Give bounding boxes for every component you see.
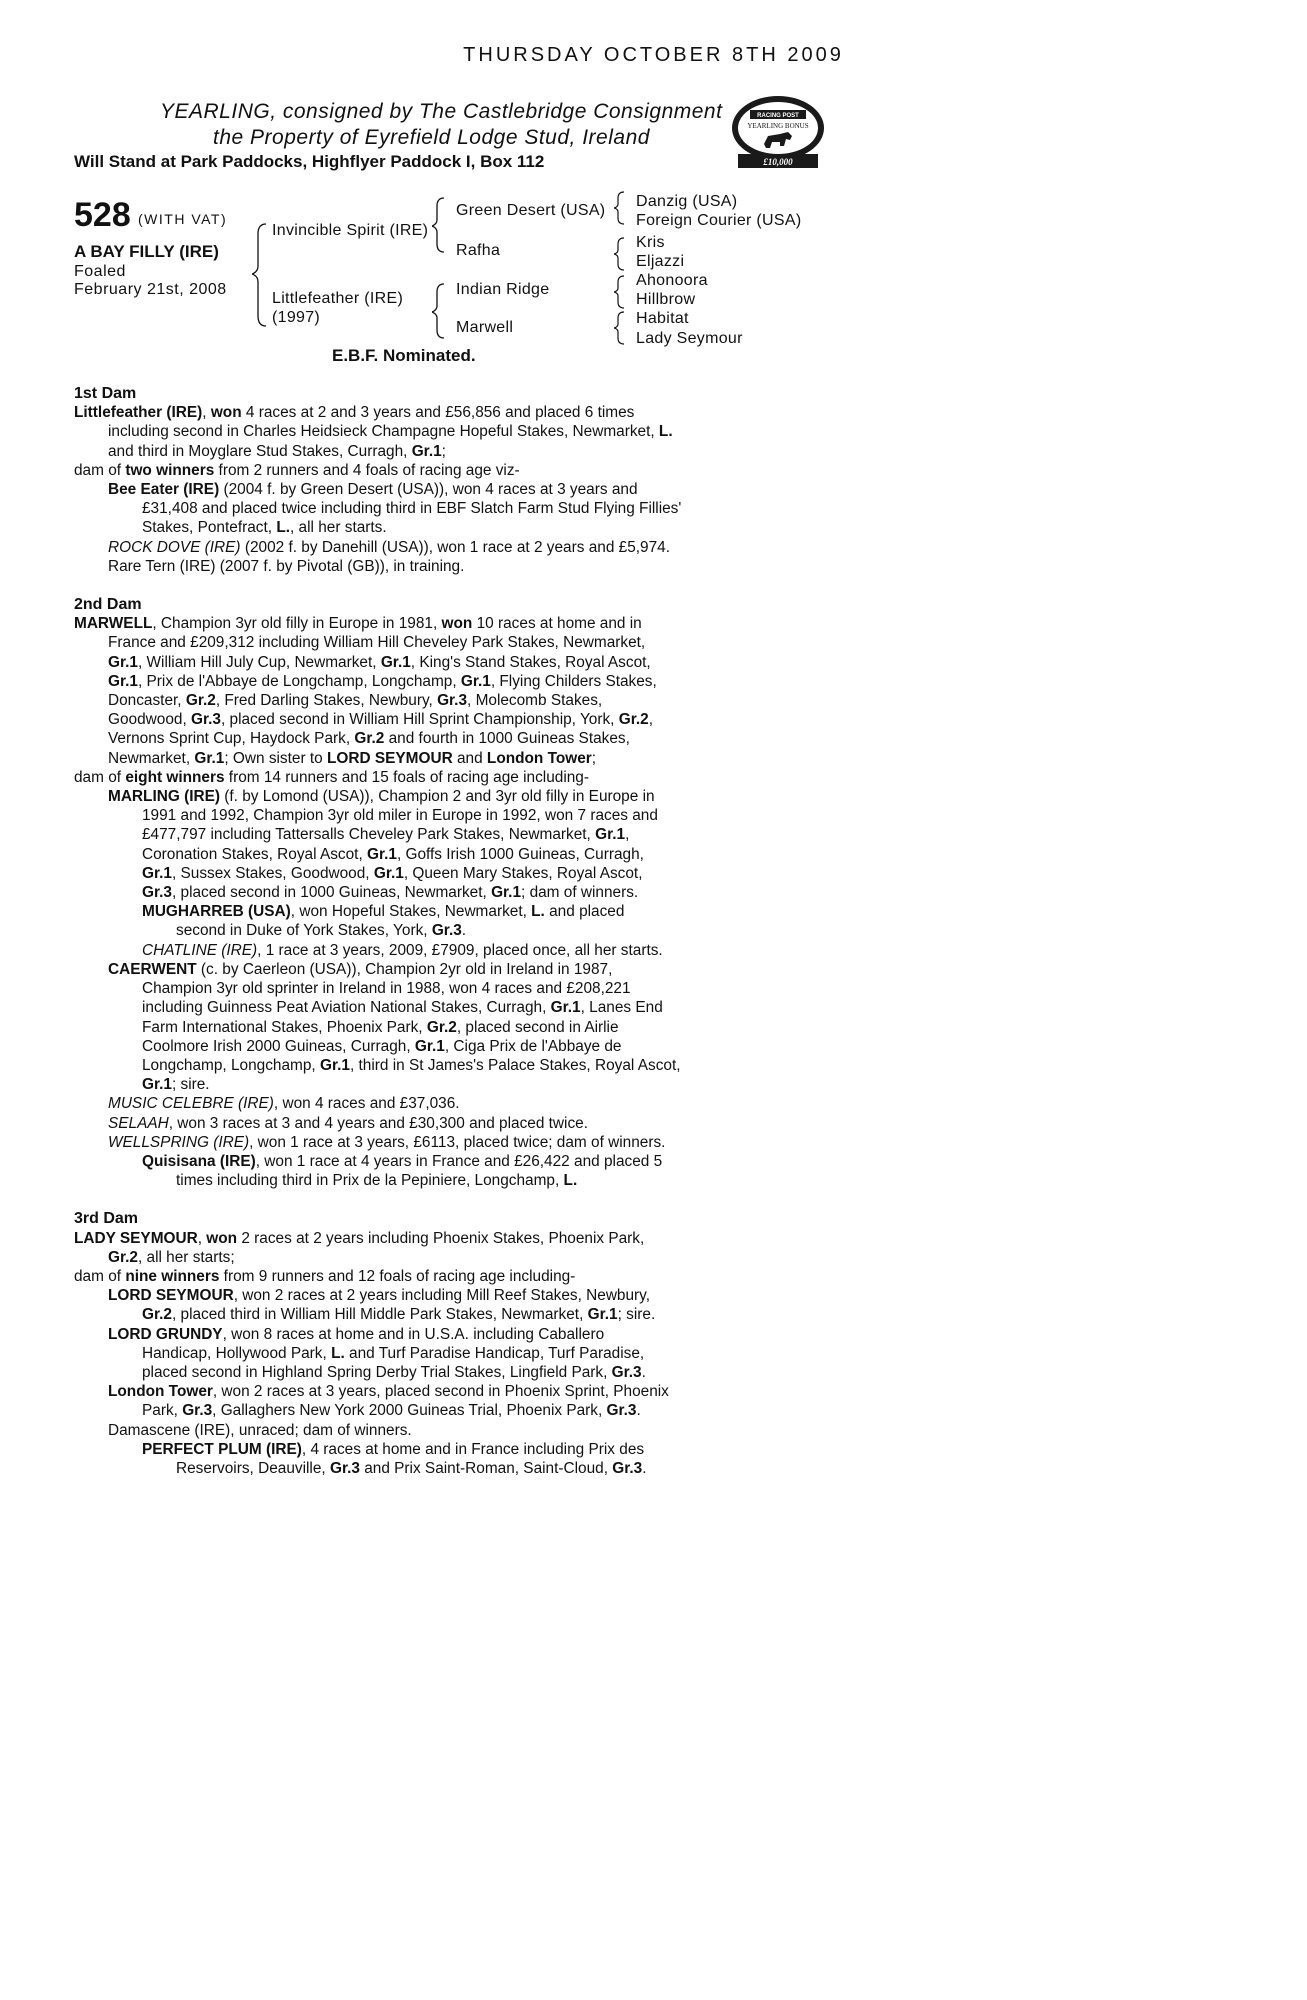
pedigree-details: 1st Dam Littlefeather (IRE), won 4 races at 2 and 3 years and £56,856 and placed 6 times including second in Charles Heidsieck Champagne Hopeful Stakes, Newmarket, L. and third in Moyglare Stud Stakes, Curragh, Gr.1; dam of two winners from 2 runners and 4 foals of racing age viz- Bee Eater (IRE) (2004 f. by Green Desert (USA)), won 4 races at 3 years and £31,408 and placed twice including third in EBF Slatch Farm Stud Flying Fillies' Stakes, Pontefract, L., all her starts. ROCK DOVE (IRE) (2002 f. by Danehill (USA)), won 1 race at 2 years and £5,974. Rare Tern (IRE) (2007 f. by Pivotal (GB)), in training. 2nd Dam MARWELL, Champion 3yr old filly in Europe in 1981, won 10 races at home and in France and £209,312 including William Hill Cheveley Park Stakes, Newmarket, Gr.1, William Hill July Cup, Newmarket, Gr.1, King's Stand Stakes, Royal Ascot, Gr.1, Prix de l'Abbaye de Longchamp, Longchamp, Gr.1, Flying Childers Stakes, Doncaster, Gr.2, Fred Darling Stakes, Newbury, Gr.3, Molecomb Stakes, Goodwood, Gr.3, placed second in William Hill Sprint Championship, York, Gr.2, Vernons Sprint Cup, Haydock Park, Gr.2 and fourth in 1000 Guineas Stakes, Newmarket, Gr.1; Own sister to LORD SEYMOUR and London Tower; dam of eight winners from 14 runners and 15 foals of racing age including- MARLING (IRE) (f. by Lomond (USA)), Champion 2 and 3yr old filly in Europe in 1991 and 1992, Champion 3yr old miler in Europe in 1992, won 7 races and £477,797 including Tattersalls Cheveley Park Stakes, Newmarket, Gr.1, Coronation Stakes, Royal Ascot, Gr.1, Goffs Irish 1000 Guineas, Curragh, Gr.1, Sussex Stakes, Goodwood, Gr.1, Queen Mary Stakes, Royal Ascot, Gr.3, placed second in 1000 Guineas, Newmarket, Gr.1; dam of winners. MUGHARREB (USA), won Hopeful Stakes, Newmarket, L. and placed second in Duke of York Stakes, York, Gr.3. CHATLINE (IRE), 1 race at 3 years, 2009, £7909, placed once, all her starts. CAERWENT (c. by Caerleon (USA)), Champion 2yr old in Ireland in 1987, Champion 3yr old sprinter in Ireland in 1988, won 4 races and £208,221 including Guinness Peat Aviation National Stakes, Curragh, Gr.1, Lanes End Farm International Stakes, Phoenix Park, Gr.2, placed second in Airlie Coolmore Irish 2000 Guineas, Curragh, Gr.1, Ciga Prix de l'Abbaye de Longchamp, Longchamp, Gr.1, third in St James's Palace Stakes, Royal Ascot, Gr.1; sire. MUSIC CELEBRE (IRE), won 4 races and £37,036. SELAAH, won 3 races at 3 and 4 years and £30,300 and placed twice. WELLSPRING (IRE), won 1 race at 3 years, £6113, placed twice; dam of winners. Quisisana (IRE), won 1 race at 4 years in France and £26,422 and placed 5 times including third in Prix de la Pepiniere, Longchamp, L. 3rd Dam LADY SEYMOUR, won 2 races at 2 years including Phoenix Stakes, Phoenix Park, Gr.2, all her starts; dam of nine winners from 9 runners and 12 foals of racing age including- LORD SEYMOUR, won 2 races at 2 years including Mill Reef Stakes, Newbury, Gr.2, placed third in William Hill Middle Park Stakes, Newmarket, Gr.1; sire. LORD GRUNDY, won 8 races at home and in U.S.A. including Caballero Handicap, Hollywood Park, L. and Turf Paradise Handicap, Turf Paradise, placed second in Highland Spring Derby Trial Stakes, Lingfield Park, Gr.3. London Tower, won 2 races at 3 years, placed second in Phoenix Sprint, Phoenix Park, Gr.3, Gallaghers New York 2000 Guineas Trial, Phoenix Park, Gr.3. Damascene (IRE), unraced; dam of winners. PERFECT PLUM (IRE), 4 races at home and in France including Prix des Reservoirs, Deauville, Gr.3 and Prix Saint-Roman, Saint-Cloud, Gr.3. [74,384,754,1478]
progeny-damascene: Damascene (IRE), unraced; dam of winners. [108,1421,412,1439]
second-dam-heading: 2nd Dam [74,596,142,614]
progeny-rare-tern: Rare Tern (IRE) (2007 f. by Pivotal (GB)), in training. [108,557,465,575]
pedigree-dam-sire: Indian Ridge [456,281,550,298]
third-dam-entry: LADY SEYMOUR, won 2 races at 2 years including Phoenix Stakes, Phoenix Park, [74,1229,645,1247]
pedigree-brace-dam [432,282,452,340]
progeny-chatline: CHATLINE (IRE), 1 race at 3 years, 2009, £7909, placed once, all her starts. [142,941,663,959]
progeny-london-tower: London Tower, won 2 races at 3 years, placed second in Phoenix Sprint, Phoenix [108,1383,669,1401]
pedigree-brace-ds [614,274,630,310]
yearling-bonus-badge [728,92,828,170]
pedigree-sire: Invincible Spirit (IRE) [272,222,429,239]
consignment-line-2: the Property of Eyrefield Lodge Stud, Ireland [213,126,650,149]
foaled-date: February 21st, 2008 [74,281,227,298]
pedigree-sdd: Eljazzi [636,253,685,270]
foaled-label: Foaled [74,263,126,280]
pedigree-brace-ss [614,190,630,226]
badge-top-text: RACING POST [757,113,799,119]
progeny-perfect-plum: PERFECT PLUM (IRE), 4 races at home and in France including Prix des [142,1440,645,1458]
pedigree-dss: Ahonoora [636,272,708,289]
progeny-marling: MARLING (IRE) (f. by Lomond (USA)), Champion 2 and 3yr old filly in Europe in [108,788,655,806]
progeny-lord-grundy: LORD GRUNDY, won 8 races at home and in U.S.A. including Caballero [108,1325,605,1343]
pedigree-dsd: Hillbrow [636,291,696,308]
consignment-line-1: YEARLING, consigned by The Castlebridge Consignment [160,100,723,123]
first-dam-entry: Littlefeather (IRE), won 4 races at 2 and 3 years and £56,856 and placed 6 times [74,404,635,422]
progeny-lord-seymour: LORD SEYMOUR, won 2 races at 2 years including Mill Reef Stakes, Newbury, [108,1287,651,1305]
ebf-nominated: E.B.F. Nominated. [332,346,476,365]
pedigree-ssd: Foreign Courier (USA) [636,212,802,229]
first-dam-heading: 1st Dam [74,385,137,402]
progeny-wellspring: WELLSPRING (IRE), won 1 race at 3 years, £6113, placed twice; dam of winners. [108,1133,666,1151]
progeny-mugharreb: MUGHARREB (USA), won Hopeful Stakes, Newmarket, L. and placed [142,903,625,921]
horse-name: A BAY FILLY (IRE) [74,242,219,261]
progeny-selaah: SELAAH, won 3 races at 3 and 4 years and £30,300 and placed twice. [108,1114,588,1132]
pedigree-sss: Danzig (USA) [636,193,738,210]
third-dam-heading: 3rd Dam [74,1210,139,1228]
pedigree-dam-year: (1997) [272,309,321,326]
vat-note: (WITH VAT) [138,211,228,227]
badge-mid-text: YEARLING BONUS [747,122,809,130]
pedigree-sire-sire: Green Desert (USA) [456,202,606,219]
pedigree-dam: Littlefeather (IRE) [272,290,404,307]
pedigree-brace-dd [614,310,630,346]
progeny-quisisana: Quisisana (IRE), won 1 race at 4 years in France and £26,422 and placed 5 [142,1152,663,1170]
progeny-caerwent: CAERWENT (c. by Caerleon (USA)), Champion 2yr old in Ireland in 1987, [108,960,613,978]
pedigree-dam-dam: Marwell [456,319,514,336]
badge-amount-text: £10,000 [763,157,793,167]
pedigree-sire-dam: Rafha [456,242,501,259]
progeny-bee-eater: Bee Eater (IRE) (2004 f. by Green Desert (USA)), won 4 races at 3 years and [108,481,638,499]
pedigree-dds: Habitat [636,310,689,327]
pedigree-ddd: Lady Seymour [636,330,743,347]
lot-number: 528 [74,196,131,234]
second-dam-entry: MARWELL, Champion 3yr old filly in Europe in 1981, won 10 races at home and in [74,615,642,633]
pedigree-sds: Kris [636,234,665,251]
pedigree-brace-sire [432,196,452,254]
stand-location: Will Stand at Park Paddocks, Highflyer Paddock I, Box 112 [74,152,545,171]
progeny-music-celebre: MUSIC CELEBRE (IRE), won 4 races and £37,036. [108,1095,460,1113]
sale-date: THURSDAY OCTOBER 8TH 2009 [463,44,844,66]
progeny-rock-dove: ROCK DOVE (IRE) (2002 f. by Danehill (USA)), won 1 race at 2 years and £5,974. [108,538,671,556]
pedigree-brace-sd [614,236,630,272]
